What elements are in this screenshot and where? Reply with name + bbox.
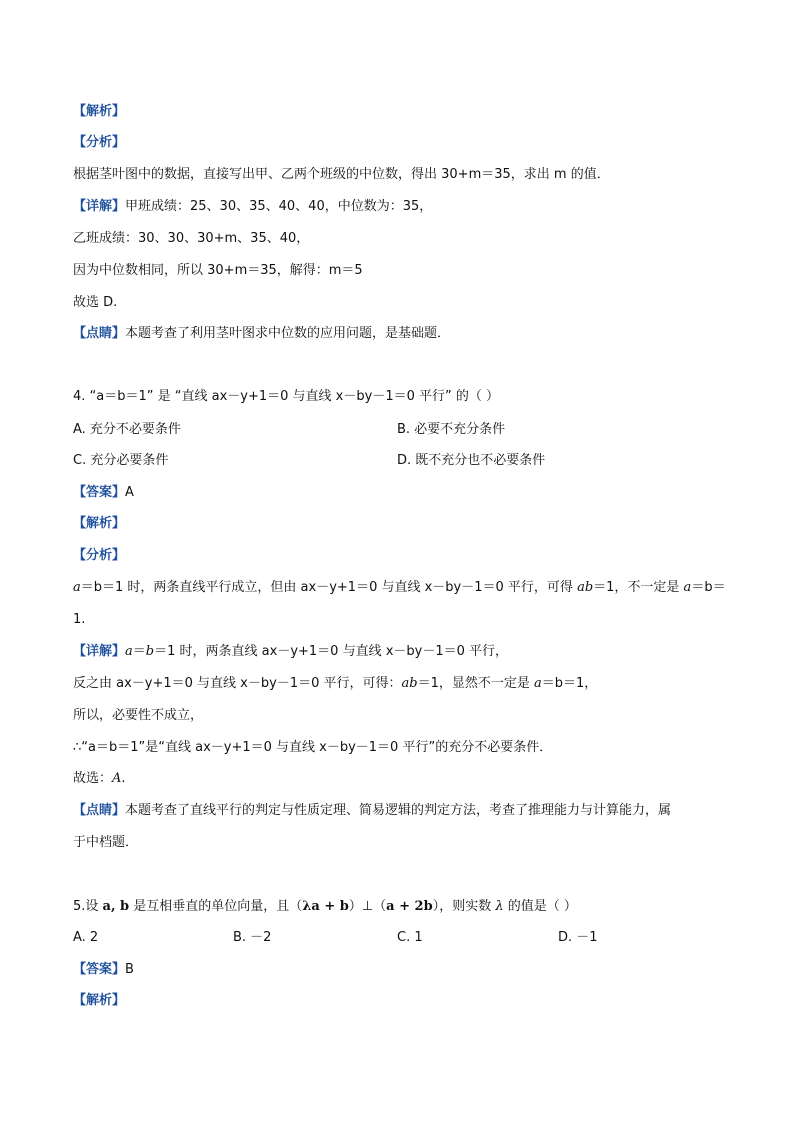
q5-jiexi-label [73, 992, 125, 1010]
q4-answer-value: A [125, 485, 134, 500]
q5-option-a: A. 2 [73, 930, 99, 945]
q4-fenxi-label [73, 547, 125, 565]
q4-detail-line-2: 反之由 ax－y+1＝0 与直线 x－by－1＝0 平行，可得：ab＝1，显然不一定是 a＝b＝1， [73, 676, 598, 691]
q5-option-c: C. 1 [397, 930, 423, 945]
jiexi-tag: 【解析】 [73, 993, 126, 1008]
dianjing-tag: 【点睛】 [73, 326, 126, 341]
daan-tag: 【答案】 [73, 485, 126, 500]
q4-comment-text: 本题考查了直线平行的判定与性质定理、简易逻辑的判定方法，考查了推理能力与计算能力，属 [125, 803, 672, 818]
q5-stem: 5.设 a, b 是互相垂直的单位向量，且（λa + b）⊥（a + 2b），则实数 λ 的值是（ ） [73, 899, 577, 914]
q4-jiexi-label [73, 515, 125, 533]
q4-option-c: C. 充分必要条件 [73, 453, 169, 468]
q5-answer-value: B [125, 962, 134, 977]
q4-detail-line-1: 【详解】a＝b＝1 时，两条直线 ax－y+1＝0 与直线 x－by－1＝0 平行， [73, 644, 509, 659]
q3-analysis: 根据茎叶图中的数据，直接写出甲、乙两个班级的中位数，得出 30+m＝35，求出 m 的值． [73, 167, 610, 182]
q4-stem: 4. “a＝b＝1” 是 “直线 ax－y+1＝0 与直线 x－by－1＝0 平行” 的（ ） [73, 389, 499, 404]
q4-detail-line-5: 故选：A. [73, 771, 126, 786]
q4-analysis-line-1: a＝b＝1 时，两条直线平行成立，但由 ax－y+1＝0 与直线 x－by－1＝0 平行，可得 ab＝1，不一定是 a＝b＝ [73, 580, 726, 595]
daan-tag: 【答案】 [73, 962, 126, 977]
jiexi-label [73, 103, 125, 121]
q3-detail-line-4: 故选 D. [73, 295, 118, 310]
q3-comment-text: 本题考查了利用茎叶图求中位数的应用问题，是基础题． [125, 326, 451, 341]
q5-option-d: D. －1 [558, 930, 598, 945]
q3-detail-line-1 [73, 198, 432, 216]
q5-option-b: B. －2 [233, 930, 272, 945]
jiexi-tag: 【解析】 [73, 516, 126, 531]
xiangjie-tag: 【详解】 [73, 644, 126, 659]
q4-comment-line-2: 于中档题． [73, 835, 139, 850]
fenxi-label [73, 134, 125, 152]
q5-answer [73, 961, 134, 979]
q3-detail-line-3: 因为中位数相同，所以 30+m＝35，解得：m＝5 [73, 263, 363, 278]
q4-option-b: B. 必要不充分条件 [397, 422, 506, 437]
q4-option-a: A. 充分不必要条件 [73, 422, 181, 437]
q4-comment-line-1 [73, 802, 671, 820]
q3-detail-line-2: 乙班成绩：30、30、30+m、35、40， [73, 231, 310, 246]
fenxi-tag: 【分析】 [73, 548, 126, 563]
q4-answer [73, 484, 134, 502]
q4-option-d: D. 既不充分也不必要条件 [397, 453, 546, 468]
q4-analysis-line-2: 1. [73, 612, 86, 627]
q3-detail-text-1: 甲班成绩：25、30、35、40、40，中位数为：35， [125, 199, 433, 214]
q3-comment [73, 325, 450, 343]
jiexi-tag: 【解析】 [73, 104, 126, 119]
fenxi-tag: 【分析】 [73, 135, 126, 150]
xiangjie-tag: 【详解】 [73, 199, 126, 214]
q4-detail-line-4: ∴“a＝b＝1”是“直线 ax－y+1＝0 与直线 x－by－1＝0 平行”的充分不必要条件． [73, 740, 553, 755]
dianjing-tag: 【点睛】 [73, 803, 126, 818]
q4-detail-line-3: 所以，必要性不成立， [73, 708, 204, 723]
